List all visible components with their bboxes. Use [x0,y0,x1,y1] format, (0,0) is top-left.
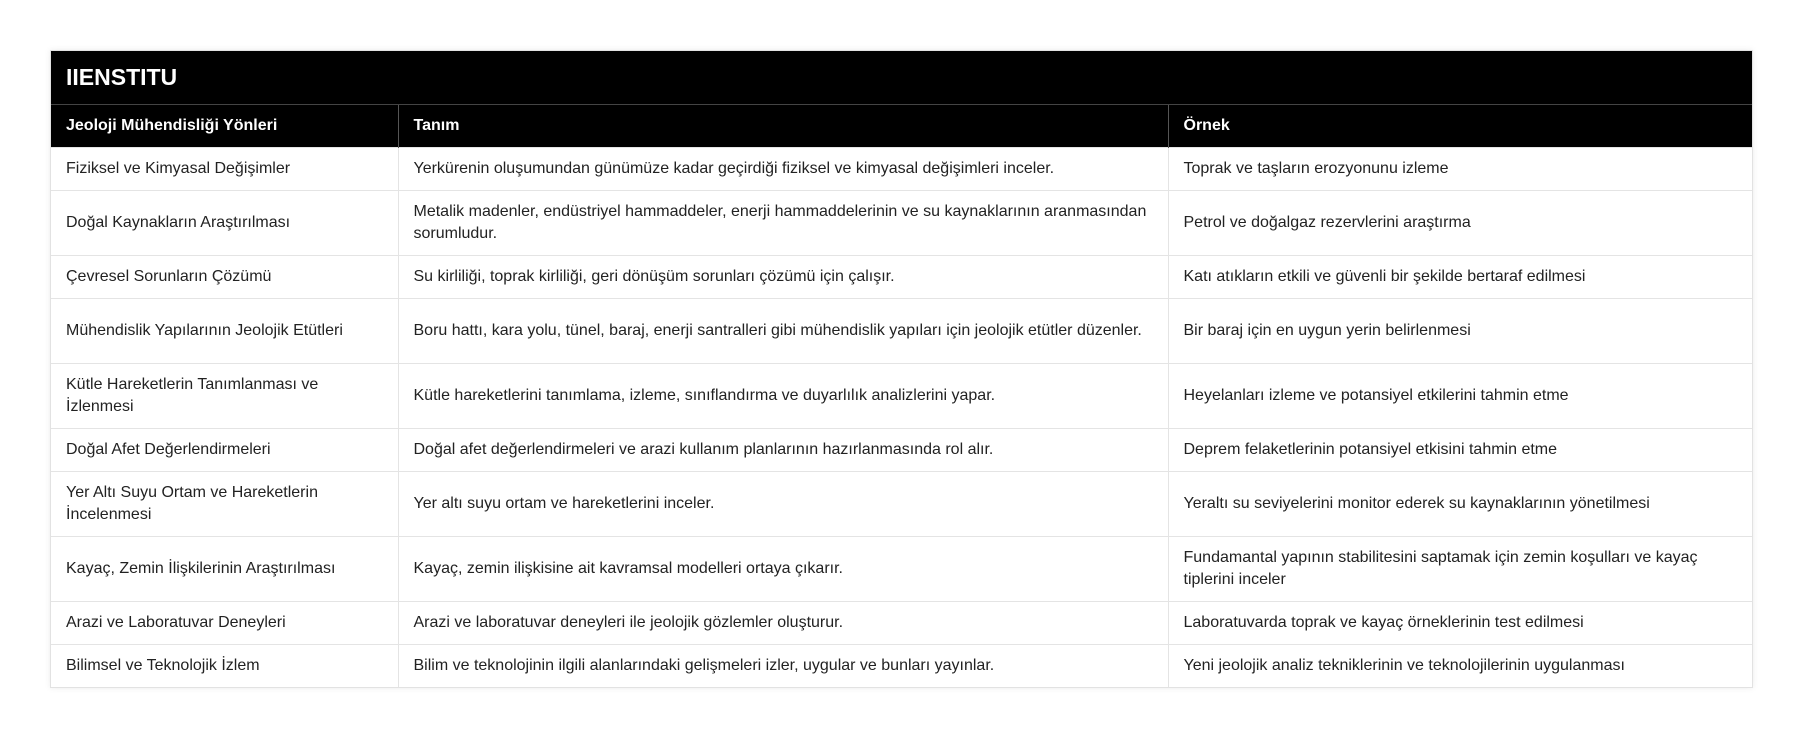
table-row [51,471,1752,536]
cell-example: Laboratuvarda toprak ve kayaç örneklerinin test edilmesi [1168,601,1752,644]
cell-definition: Boru hattı, kara yolu, tünel, baraj, enerji santralleri gibi mühendislik yapıları için jeolojik etütler düzenler. [398,298,1168,363]
cell-aspect: Çevresel Sorunların Çözümü [51,255,398,298]
table-row [51,255,1752,298]
info-table-card [50,50,1753,688]
cell-example: Petrol ve doğalgaz rezervlerini araştırma [1168,190,1752,255]
cell-example: Heyelanları izleme ve potansiyel etkilerini tahmin etme [1168,363,1752,428]
geology-engineering-table [51,105,1752,687]
cell-aspect: Doğal Kaynakların Araştırılması [51,190,398,255]
cell-definition: Doğal afet değerlendirmeleri ve arazi kullanım planlarının hazırlanmasında rol alır. [398,428,1168,471]
table-row [51,428,1752,471]
cell-definition: Yerkürenin oluşumundan günümüze kadar geçirdiği fiziksel ve kimyasal değişimleri inceler. [398,147,1168,190]
cell-definition: Su kirliliği, toprak kirliliği, geri dönüşüm sorunları çözümü için çalışır. [398,255,1168,298]
cell-definition: Kayaç, zemin ilişkisine ait kavramsal modelleri ortaya çıkarır. [398,536,1168,601]
header-example: Örnek [1168,105,1752,147]
table-row [51,147,1752,190]
table-row [51,190,1752,255]
table-header-row [51,105,1752,147]
cell-aspect: Arazi ve Laboratuvar Deneyleri [51,601,398,644]
cell-aspect: Mühendislik Yapılarının Jeolojik Etütleri [51,298,398,363]
cell-definition: Metalik madenler, endüstriyel hammaddeler, enerji hammaddelerinin ve su kaynaklarının aranmasından sorumludur. [398,190,1168,255]
table-row [51,363,1752,428]
cell-example: Toprak ve taşların erozyonunu izleme [1168,147,1752,190]
table-row [51,601,1752,644]
cell-example: Katı atıkların etkili ve güvenli bir şekilde bertaraf edilmesi [1168,255,1752,298]
cell-aspect: Yer Altı Suyu Ortam ve Hareketlerin İncelenmesi [51,471,398,536]
cell-example: Yeraltı su seviyelerini monitor ederek su kaynaklarının yönetilmesi [1168,471,1752,536]
cell-example: Fundamantal yapının stabilitesini saptamak için zemin koşulları ve kayaç tiplerini inceler [1168,536,1752,601]
cell-aspect: Kayaç, Zemin İlişkilerinin Araştırılması [51,536,398,601]
cell-aspect: Fiziksel ve Kimyasal Değişimler [51,147,398,190]
table-row [51,298,1752,363]
cell-example: Bir baraj için en uygun yerin belirlenmesi [1168,298,1752,363]
table-title: IIENSTITU [51,51,1752,105]
cell-aspect: Doğal Afet Değerlendirmeleri [51,428,398,471]
cell-example: Deprem felaketlerinin potansiyel etkisini tahmin etme [1168,428,1752,471]
cell-definition: Kütle hareketlerini tanımlama, izleme, sınıflandırma ve duyarlılık analizlerini yapar. [398,363,1168,428]
cell-definition: Arazi ve laboratuvar deneyleri ile jeolojik gözlemler oluşturur. [398,601,1168,644]
cell-aspect: Kütle Hareketlerin Tanımlanması ve İzlenmesi [51,363,398,428]
table-row [51,536,1752,601]
cell-definition: Bilim ve teknolojinin ilgili alanlarındaki gelişmeleri izler, uygular ve bunları yayınlar. [398,644,1168,687]
header-definition: Tanım [398,105,1168,147]
header-aspects: Jeoloji Mühendisliği Yönleri [51,105,398,147]
cell-definition: Yer altı suyu ortam ve hareketlerini inceler. [398,471,1168,536]
cell-example: Yeni jeolojik analiz tekniklerinin ve teknolojilerinin uygulanması [1168,644,1752,687]
cell-aspect: Bilimsel ve Teknolojik İzlem [51,644,398,687]
table-row [51,644,1752,687]
